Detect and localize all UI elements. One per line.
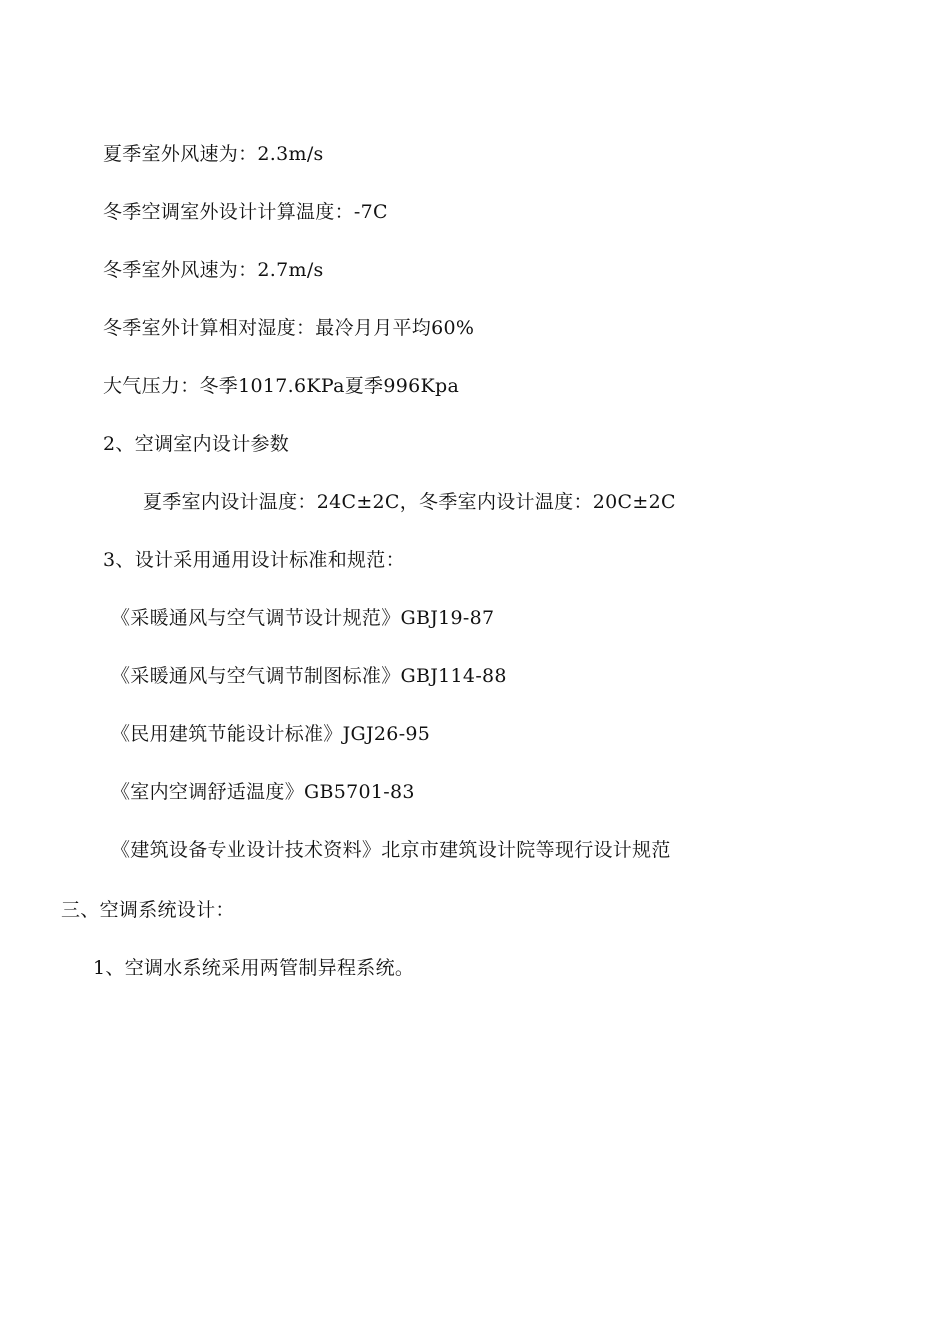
standard-item-drawing-standard: 《采暖通风与空气调节制图标准》GBJ114-88 xyxy=(111,665,507,687)
standard-item-ventilation-design: 《采暖通风与空气调节设计规范》GBJ19-87 xyxy=(111,607,495,629)
standard-item-energy-saving: 《民用建筑节能设计标准》JGJ26-95 xyxy=(111,723,431,745)
winter-relative-humidity-line: 冬季室外计算相对湿度：最冷月月平均60% xyxy=(103,317,475,339)
summer-outdoor-wind-speed-line: 夏季室外风速为：2.3m/s xyxy=(103,143,324,165)
indoor-design-temperature-line: 夏季室内设计温度：24C±2C，冬季室内设计温度：20C±2C xyxy=(143,491,676,513)
standard-item-indoor-comfort: 《室内空调舒适温度》GB5701-83 xyxy=(111,781,415,803)
standard-item-equipment-data: 《建筑设备专业设计技术资料》北京市建筑设计院等现行设计规范 xyxy=(111,839,671,861)
water-system-line: 1、空调水系统采用两管制异程系统。 xyxy=(93,957,415,979)
indoor-design-parameters-heading: 2、空调室内设计参数 xyxy=(103,433,290,455)
section-heading-system-design: 三、空调系统设计： xyxy=(61,899,235,921)
winter-outdoor-wind-speed-line: 冬季室外风速为：2.7m/s xyxy=(103,259,324,281)
winter-outdoor-design-temperature-line: 冬季空调室外设计计算温度：-7C xyxy=(103,201,388,223)
design-standards-heading: 3、设计采用通用设计标准和规范： xyxy=(103,549,405,571)
atmospheric-pressure-line: 大气压力：冬季1017.6KPa夏季996Kpa xyxy=(103,375,460,397)
